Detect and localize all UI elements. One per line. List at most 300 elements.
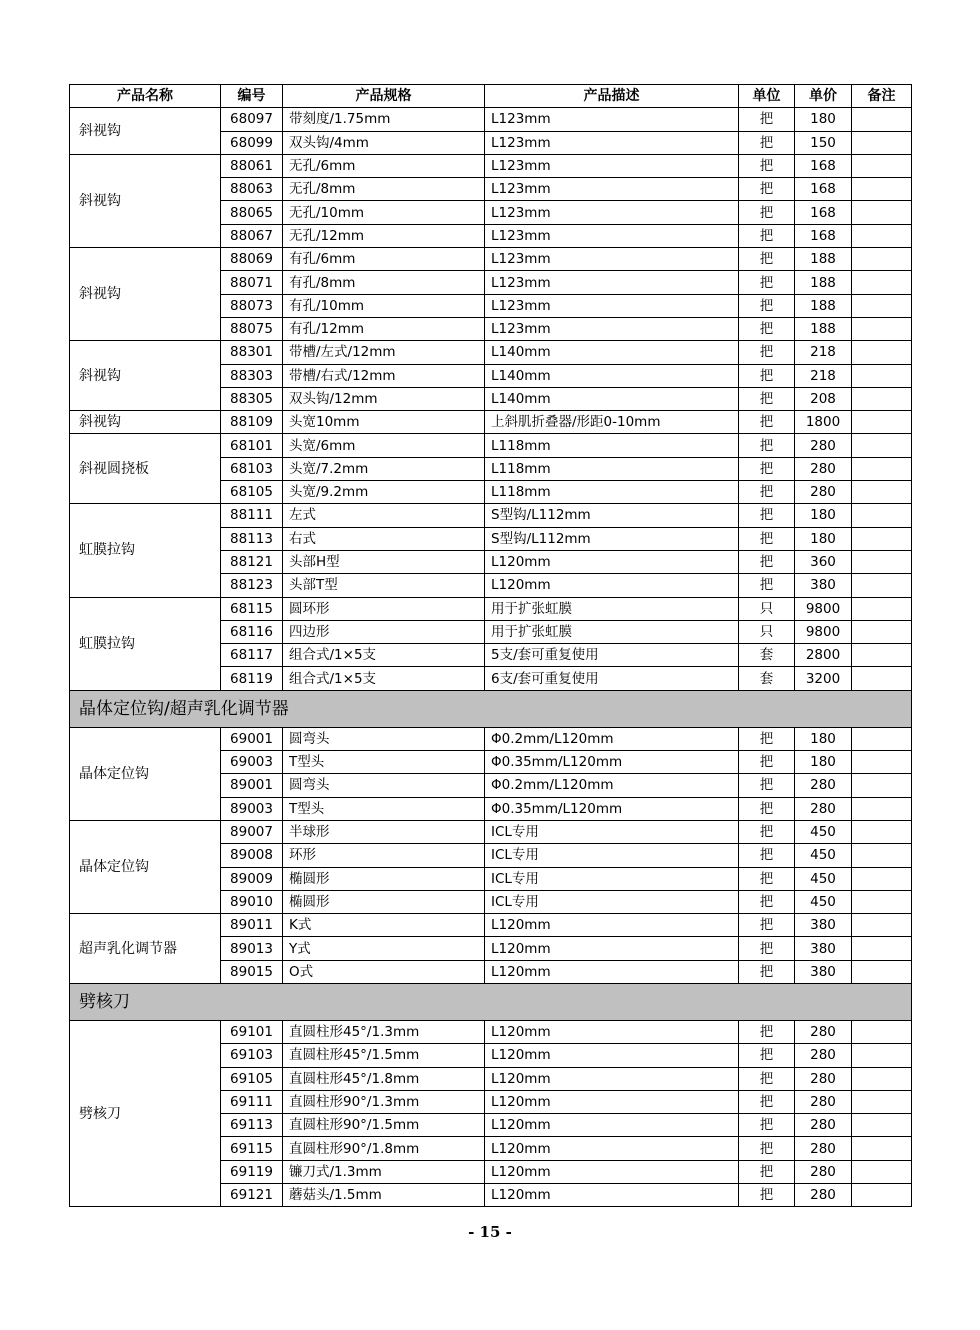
note-cell [852,411,912,434]
price-cell: 150 [795,131,852,154]
product-spec-cell: T型头 [283,751,485,774]
product-desc-cell: 上斜肌折叠器/形距0-10mm [485,411,739,434]
product-spec-cell: 圆环形 [283,597,485,620]
price-table [69,84,912,1207]
product-desc-cell: L120mm [485,1160,739,1183]
note-cell [852,1020,912,1043]
unit-cell: 把 [739,154,795,177]
unit-cell: 把 [739,1114,795,1137]
unit-cell: 把 [739,1137,795,1160]
header-desc: 产品描述 [485,85,739,108]
note-cell [852,434,912,457]
product-desc-cell: L123mm [485,317,739,340]
price-cell: 180 [795,527,852,550]
product-spec-cell: 无孔/12mm [283,224,485,247]
price-cell: 280 [795,1137,852,1160]
product-spec-cell: 双头钩/4mm [283,131,485,154]
note-cell [852,1067,912,1090]
product-name-cell: 虹膜拉钩 [70,504,221,597]
product-code-cell: 88067 [221,224,283,247]
price-cell: 280 [795,457,852,480]
product-code-cell: 68099 [221,131,283,154]
table-row [70,504,912,527]
note-cell [852,797,912,820]
unit-cell: 把 [739,1020,795,1043]
unit-cell: 把 [739,178,795,201]
product-spec-cell: 半球形 [283,820,485,843]
price-cell: 280 [795,481,852,504]
note-cell [852,597,912,620]
price-cell: 380 [795,937,852,960]
unit-cell: 把 [739,1067,795,1090]
note-cell [852,1137,912,1160]
price-cell: 380 [795,574,852,597]
table-row [70,341,912,364]
product-spec-cell: 直圆柱形90°/1.5mm [283,1114,485,1137]
price-cell: 280 [795,1160,852,1183]
product-code-cell: 88063 [221,178,283,201]
unit-cell: 把 [739,294,795,317]
product-code-cell: 89013 [221,937,283,960]
product-desc-cell: L120mm [485,937,739,960]
product-desc-cell: L118mm [485,434,739,457]
product-spec-cell: 组合式/1×5支 [283,667,485,690]
unit-cell: 把 [739,224,795,247]
product-code-cell: 88065 [221,201,283,224]
product-code-cell: 69001 [221,727,283,750]
product-code-cell: 88069 [221,248,283,271]
unit-cell: 把 [739,341,795,364]
price-cell: 280 [795,797,852,820]
price-cell: 280 [795,774,852,797]
product-spec-cell: 椭圆形 [283,890,485,913]
price-cell: 280 [795,1067,852,1090]
product-desc-cell: L118mm [485,457,739,480]
product-desc-cell: ICL专用 [485,867,739,890]
product-code-cell: 88303 [221,364,283,387]
price-cell: 450 [795,890,852,913]
unit-cell: 只 [739,620,795,643]
price-cell: 168 [795,224,852,247]
table-row [70,820,912,843]
table-row [70,727,912,750]
product-spec-cell: 头部H型 [283,550,485,573]
price-cell: 168 [795,178,852,201]
product-spec-cell: 直圆柱形90°/1.3mm [283,1090,485,1113]
product-name-cell: 超声乳化调节器 [70,914,221,984]
product-code-cell: 69003 [221,751,283,774]
product-spec-cell: 环形 [283,844,485,867]
unit-cell: 把 [739,797,795,820]
product-spec-cell: 无孔/8mm [283,178,485,201]
product-spec-cell: 无孔/6mm [283,154,485,177]
product-desc-cell: ICL专用 [485,890,739,913]
product-desc-cell: L118mm [485,481,739,504]
product-spec-cell: 直圆柱形45°/1.3mm [283,1020,485,1043]
unit-cell: 把 [739,527,795,550]
product-desc-cell: L123mm [485,178,739,201]
unit-cell: 把 [739,457,795,480]
table-row [70,108,912,131]
product-spec-cell: 头宽/9.2mm [283,481,485,504]
product-code-cell: 69101 [221,1020,283,1043]
product-desc-cell: L123mm [485,271,739,294]
product-code-cell: 68105 [221,481,283,504]
product-desc-cell: L123mm [485,201,739,224]
price-cell: 280 [795,1044,852,1067]
note-cell [852,644,912,667]
product-code-cell: 89007 [221,820,283,843]
price-cell: 280 [795,434,852,457]
product-spec-cell: O式 [283,960,485,983]
product-spec-cell: K式 [283,914,485,937]
product-code-cell: 88109 [221,411,283,434]
product-name-cell: 劈核刀 [70,1020,221,1206]
product-code-cell: 88121 [221,550,283,573]
unit-cell: 把 [739,434,795,457]
unit-cell: 把 [739,271,795,294]
note-cell [852,108,912,131]
note-cell [852,271,912,294]
note-cell [852,550,912,573]
note-cell [852,387,912,410]
product-code-cell: 68119 [221,667,283,690]
unit-cell: 把 [739,108,795,131]
product-code-cell: 69119 [221,1160,283,1183]
product-code-cell: 88123 [221,574,283,597]
product-desc-cell: L120mm [485,914,739,937]
product-code-cell: 89008 [221,844,283,867]
product-desc-cell: L120mm [485,1020,739,1043]
price-cell: 180 [795,727,852,750]
product-spec-cell: 直圆柱形45°/1.5mm [283,1044,485,1067]
product-code-cell: 69113 [221,1114,283,1137]
note-cell [852,727,912,750]
product-desc-cell: L123mm [485,131,739,154]
note-cell [852,178,912,201]
note-cell [852,504,912,527]
note-cell [852,294,912,317]
header-spec: 产品规格 [283,85,485,108]
product-desc-cell: Φ0.35mm/L120mm [485,797,739,820]
product-desc-cell: L120mm [485,1114,739,1137]
product-spec-cell: 有孔/10mm [283,294,485,317]
table-row [70,597,912,620]
note-cell [852,457,912,480]
product-spec-cell: 带槽/左式/12mm [283,341,485,364]
product-code-cell: 69121 [221,1184,283,1207]
note-cell [852,201,912,224]
price-cell: 180 [795,504,852,527]
unit-cell: 把 [739,504,795,527]
unit-cell: 把 [739,411,795,434]
product-name-cell: 斜视钩 [70,411,221,434]
product-desc-cell: Φ0.35mm/L120mm [485,751,739,774]
product-desc-cell: L140mm [485,364,739,387]
unit-cell: 套 [739,667,795,690]
product-code-cell: 68117 [221,644,283,667]
note-cell [852,914,912,937]
price-cell: 208 [795,387,852,410]
product-code-cell: 88061 [221,154,283,177]
table-row [70,411,912,434]
note-cell [852,1044,912,1067]
product-desc-cell: L123mm [485,248,739,271]
note-cell [852,1160,912,1183]
product-code-cell: 88305 [221,387,283,410]
product-desc-cell: Φ0.2mm/L120mm [485,727,739,750]
note-cell [852,620,912,643]
note-cell [852,481,912,504]
note-cell [852,364,912,387]
price-cell: 1800 [795,411,852,434]
table-row [70,154,912,177]
product-desc-cell: S型钩/L112mm [485,504,739,527]
product-name-cell: 晶体定位钩 [70,820,221,913]
product-desc-cell: 5支/套可重复使用 [485,644,739,667]
product-desc-cell: ICL专用 [485,844,739,867]
product-code-cell: 89011 [221,914,283,937]
product-code-cell: 88111 [221,504,283,527]
product-name-cell: 斜视钩 [70,154,221,247]
note-cell [852,131,912,154]
product-code-cell: 88073 [221,294,283,317]
product-name-cell: 斜视钩 [70,108,221,155]
product-code-cell: 88071 [221,271,283,294]
table-row [70,434,912,457]
page-number: - 15 - [468,1223,512,1241]
product-code-cell: 68097 [221,108,283,131]
product-desc-cell: 用于扩张虹膜 [485,597,739,620]
unit-cell: 把 [739,131,795,154]
header-name: 产品名称 [70,85,221,108]
unit-cell: 把 [739,574,795,597]
note-cell [852,890,912,913]
product-code-cell: 69105 [221,1067,283,1090]
price-cell: 218 [795,341,852,364]
product-code-cell: 68101 [221,434,283,457]
unit-cell: 把 [739,867,795,890]
note-cell [852,937,912,960]
product-spec-cell: 双头钩/12mm [283,387,485,410]
product-spec-cell: 头宽/7.2mm [283,457,485,480]
unit-cell: 把 [739,248,795,271]
product-desc-cell: 6支/套可重复使用 [485,667,739,690]
product-code-cell: 69115 [221,1137,283,1160]
unit-cell: 把 [739,364,795,387]
table-row [70,248,912,271]
price-cell: 280 [795,1020,852,1043]
product-desc-cell: L120mm [485,574,739,597]
product-spec-cell: 组合式/1×5支 [283,644,485,667]
unit-cell: 把 [739,481,795,504]
product-code-cell: 68115 [221,597,283,620]
price-cell: 168 [795,154,852,177]
product-code-cell: 89001 [221,774,283,797]
price-cell: 188 [795,317,852,340]
product-code-cell: 89009 [221,867,283,890]
note-cell [852,248,912,271]
product-desc-cell: L120mm [485,960,739,983]
product-name-cell: 斜视钩 [70,341,221,411]
note-cell [852,1090,912,1113]
product-code-cell: 68116 [221,620,283,643]
section-title: 劈核刀 [70,983,912,1020]
price-cell: 380 [795,914,852,937]
product-desc-cell: 用于扩张虹膜 [485,620,739,643]
table-body [70,108,912,1207]
product-name-cell: 晶体定位钩 [70,727,221,820]
price-cell: 168 [795,201,852,224]
note-cell [852,1184,912,1207]
unit-cell: 把 [739,914,795,937]
header-row [70,85,912,108]
note-cell [852,341,912,364]
note-cell [852,574,912,597]
product-name-cell: 斜视圆挠板 [70,434,221,504]
unit-cell: 只 [739,597,795,620]
product-spec-cell: 有孔/8mm [283,271,485,294]
price-cell: 3200 [795,667,852,690]
product-spec-cell: 四边形 [283,620,485,643]
product-desc-cell: L123mm [485,294,739,317]
product-spec-cell: 带槽/右式/12mm [283,364,485,387]
header-code: 编号 [221,85,283,108]
price-cell: 2800 [795,644,852,667]
unit-cell: 把 [739,820,795,843]
product-desc-cell: L120mm [485,1090,739,1113]
product-code-cell: 88075 [221,317,283,340]
product-desc-cell: L140mm [485,387,739,410]
unit-cell: 把 [739,937,795,960]
section-title: 晶体定位钩/超声乳化调节器 [70,690,912,727]
product-spec-cell: 头宽/6mm [283,434,485,457]
price-cell: 360 [795,550,852,573]
product-spec-cell: 左式 [283,504,485,527]
product-spec-cell: 无孔/10mm [283,201,485,224]
product-spec-cell: 直圆柱形90°/1.8mm [283,1137,485,1160]
unit-cell: 把 [739,550,795,573]
unit-cell: 把 [739,1160,795,1183]
table-row [70,914,912,937]
product-spec-cell: 头部T型 [283,574,485,597]
note-cell [852,224,912,247]
price-cell: 180 [795,751,852,774]
table-row [70,1020,912,1043]
unit-cell: 把 [739,387,795,410]
product-desc-cell: L123mm [485,154,739,177]
unit-cell: 把 [739,844,795,867]
product-desc-cell: L123mm [485,224,739,247]
note-cell [852,154,912,177]
product-desc-cell: L120mm [485,1137,739,1160]
note-cell [852,667,912,690]
product-desc-cell: Φ0.2mm/L120mm [485,774,739,797]
note-cell [852,317,912,340]
product-desc-cell: L120mm [485,1044,739,1067]
header-unit: 单位 [739,85,795,108]
product-code-cell: 89003 [221,797,283,820]
header-note: 备注 [852,85,912,108]
note-cell [852,820,912,843]
unit-cell: 把 [739,727,795,750]
product-code-cell: 89010 [221,890,283,913]
product-code-cell: 89015 [221,960,283,983]
price-cell: 280 [795,1090,852,1113]
product-desc-cell: L123mm [485,108,739,131]
price-cell: 450 [795,820,852,843]
product-name-cell: 虹膜拉钩 [70,597,221,690]
product-spec-cell: Y式 [283,937,485,960]
price-cell: 280 [795,1184,852,1207]
note-cell [852,774,912,797]
product-spec-cell: 椭圆形 [283,867,485,890]
product-code-cell: 88113 [221,527,283,550]
unit-cell: 把 [739,317,795,340]
product-code-cell: 69103 [221,1044,283,1067]
note-cell [852,867,912,890]
product-spec-cell: 圆弯头 [283,774,485,797]
price-cell: 450 [795,867,852,890]
product-name-cell: 斜视钩 [70,248,221,341]
price-cell: 188 [795,248,852,271]
unit-cell: 把 [739,1090,795,1113]
price-cell: 380 [795,960,852,983]
product-spec-cell: 镰刀式/1.3mm [283,1160,485,1183]
product-spec-cell: 有孔/12mm [283,317,485,340]
unit-cell: 把 [739,774,795,797]
price-cell: 218 [795,364,852,387]
product-desc-cell: L120mm [485,1067,739,1090]
note-cell [852,960,912,983]
unit-cell: 把 [739,960,795,983]
product-spec-cell: T型头 [283,797,485,820]
product-desc-cell: L120mm [485,1184,739,1207]
product-desc-cell: S型钩/L112mm [485,527,739,550]
price-cell: 188 [795,271,852,294]
price-cell: 9800 [795,597,852,620]
product-spec-cell: 带刻度/1.75mm [283,108,485,131]
header-price: 单价 [795,85,852,108]
price-cell: 280 [795,1114,852,1137]
price-cell: 188 [795,294,852,317]
product-spec-cell: 蘑菇头/1.5mm [283,1184,485,1207]
section-row [70,983,912,1020]
product-spec-cell: 圆弯头 [283,727,485,750]
note-cell [852,1114,912,1137]
unit-cell: 把 [739,201,795,224]
product-spec-cell: 有孔/6mm [283,248,485,271]
unit-cell: 把 [739,890,795,913]
section-row [70,690,912,727]
product-spec-cell: 右式 [283,527,485,550]
product-spec-cell: 直圆柱形45°/1.8mm [283,1067,485,1090]
unit-cell: 把 [739,751,795,774]
unit-cell: 把 [739,1184,795,1207]
price-cell: 9800 [795,620,852,643]
note-cell [852,844,912,867]
product-code-cell: 69111 [221,1090,283,1113]
price-cell: 450 [795,844,852,867]
product-code-cell: 88301 [221,341,283,364]
product-desc-cell: L140mm [485,341,739,364]
product-desc-cell: L120mm [485,550,739,573]
product-spec-cell: 头宽10mm [283,411,485,434]
unit-cell: 把 [739,1044,795,1067]
unit-cell: 套 [739,644,795,667]
note-cell [852,751,912,774]
product-code-cell: 68103 [221,457,283,480]
